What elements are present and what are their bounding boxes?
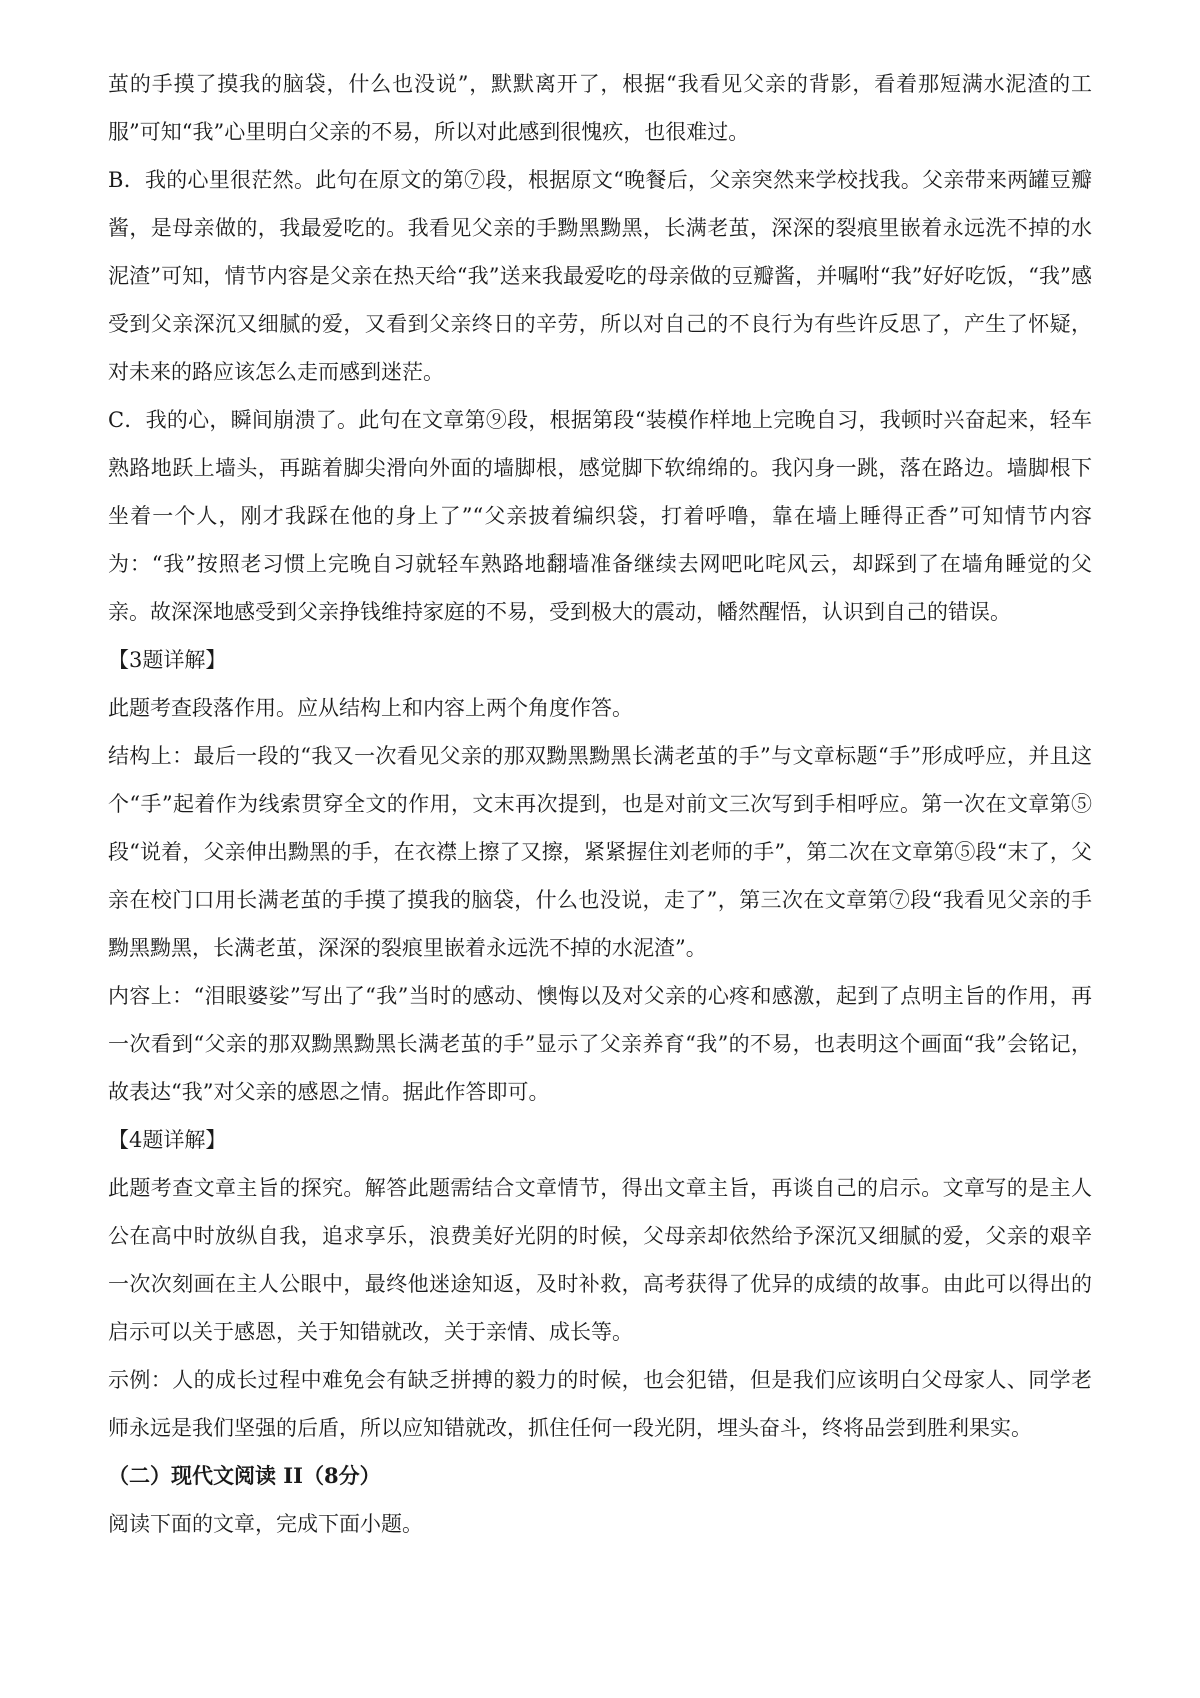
option-c-paragraph: C．我的心，瞬间崩溃了。此句在文章第⑨段，根据第段“装模作样地上完晚自习，我顿时兴奋起来，轻车熟路地跃上墙头，再踮着脚尖滑向外面的墙脚根，感觉脚下软绵绵的。我闪身一跳，落在路边。墙脚根下坐着一个人，刚才我踩在他的身上了”“父亲披着编织袋，打着呼噜，靠在墙上睡得正香”可知情节内容为：“我”按照老习惯上完晚自习就轻车熟路地翻墙准备继续去网吧叱咤风云，却踩到了在墙角睡觉的父亲。故深深地感受到父亲挣钱维持家庭的不易，受到极大的震动，幡然醒悟，认识到自己的错误。 bbox=[108, 408, 1092, 624]
q3-structure-paragraph: 结构上：最后一段的“我又一次看见父亲的那双黝黑黝黑长满老茧的手”与文章标题“手”形成呼应，并且这个“手”起着作为线索贯穿全文的作用，文末再次提到，也是对前文三次写到手相呼应。第一次在文章第⑤段“说着，父亲伸出黝黑的手，在衣襟上擦了又擦，紧紧握住刘老师的手”，第二次在文章第⑤段“末了，父亲在校门口用长满老茧的手摸了摸我的脑袋，什么也没说，走了”，第三次在文章第⑦段“我看见父亲的手黝黑黝黑，长满老茧，深深的裂痕里嵌着永远洗不掉的水泥渣”。 bbox=[108, 744, 1092, 960]
q4-intro-paragraph: 此题考查文章主旨的探究。解答此题需结合文章情节，得出文章主旨，再谈自己的启示。文章写的是主人公在高中时放纵自我，追求享乐，浪费美好光阴的时候，父母亲却依然给予深沉又细腻的爱，父亲的艰辛一次次刻画在主人公眼中，最终他迷途知返，及时补救，高考获得了优异的成绩的故事。由此可以得出的启示可以关于感恩，关于知错就改，关于亲情、成长等。 bbox=[108, 1176, 1092, 1344]
q3-detail-label: 【3题详解】 bbox=[108, 648, 227, 672]
section-heading-modern-reading-2: （二）现代文阅读 II（8分） bbox=[108, 1463, 381, 1488]
option-b-paragraph: B．我的心里很茫然。此句在原文的第⑦段，根据原文“晚餐后，父亲突然来学校找我。父亲带来两罐豆瓣酱，是母亲做的，我最爱吃的。我看见父亲的手黝黑黝黑，长满老茧，深深的裂痕里嵌着永远洗不掉的水泥渣”可知，情节内容是父亲在热天给“我”送来我最爱吃的母亲做的豆瓣酱，并嘱咐“我”好好吃饭，“我”感受到父亲深沉又细腻的爱，又看到父亲终日的辛劳，所以对自己的不良行为有些许反思了，产生了怀疑，对未来的路应该怎么走而感到迷茫。 bbox=[108, 168, 1092, 384]
q4-example-paragraph: 示例：人的成长过程中难免会有缺乏拼搏的毅力的时候，也会犯错，但是我们应该明白父母家人、同学老师永远是我们坚强的后盾，所以应知错就改，抓住任何一段光阴，埋头奋斗，终将品尝到胜利果实。 bbox=[108, 1368, 1092, 1440]
q3-content-paragraph: 内容上：“泪眼婆娑”写出了“我”当时的感动、懊悔以及对父亲的心疼和感激，起到了点明主旨的作用，再一次看到“父亲的那双黝黑黝黑长满老茧的手”显示了父亲养育“我”的不易，也表明这个画面“我”会铭记，故表达“我”对父亲的感恩之情。据此作答即可。 bbox=[108, 984, 1092, 1104]
q3-intro-paragraph: 此题考查段落作用。应从结构上和内容上两个角度作答。 bbox=[108, 696, 633, 720]
document-page bbox=[108, 60, 1092, 1548]
q4-detail-label: 【4题详解】 bbox=[108, 1128, 227, 1152]
reading-instruction: 阅读下面的文章，完成下面小题。 bbox=[108, 1512, 423, 1536]
continuation-paragraph: 茧的手摸了摸我的脑袋，什么也没说”，默默离开了，根据“我看见父亲的背影，看着那短满水泥渣的工服”可知“我”心里明白父亲的不易，所以对此感到很愧疚，也很难过。 bbox=[108, 72, 1092, 144]
